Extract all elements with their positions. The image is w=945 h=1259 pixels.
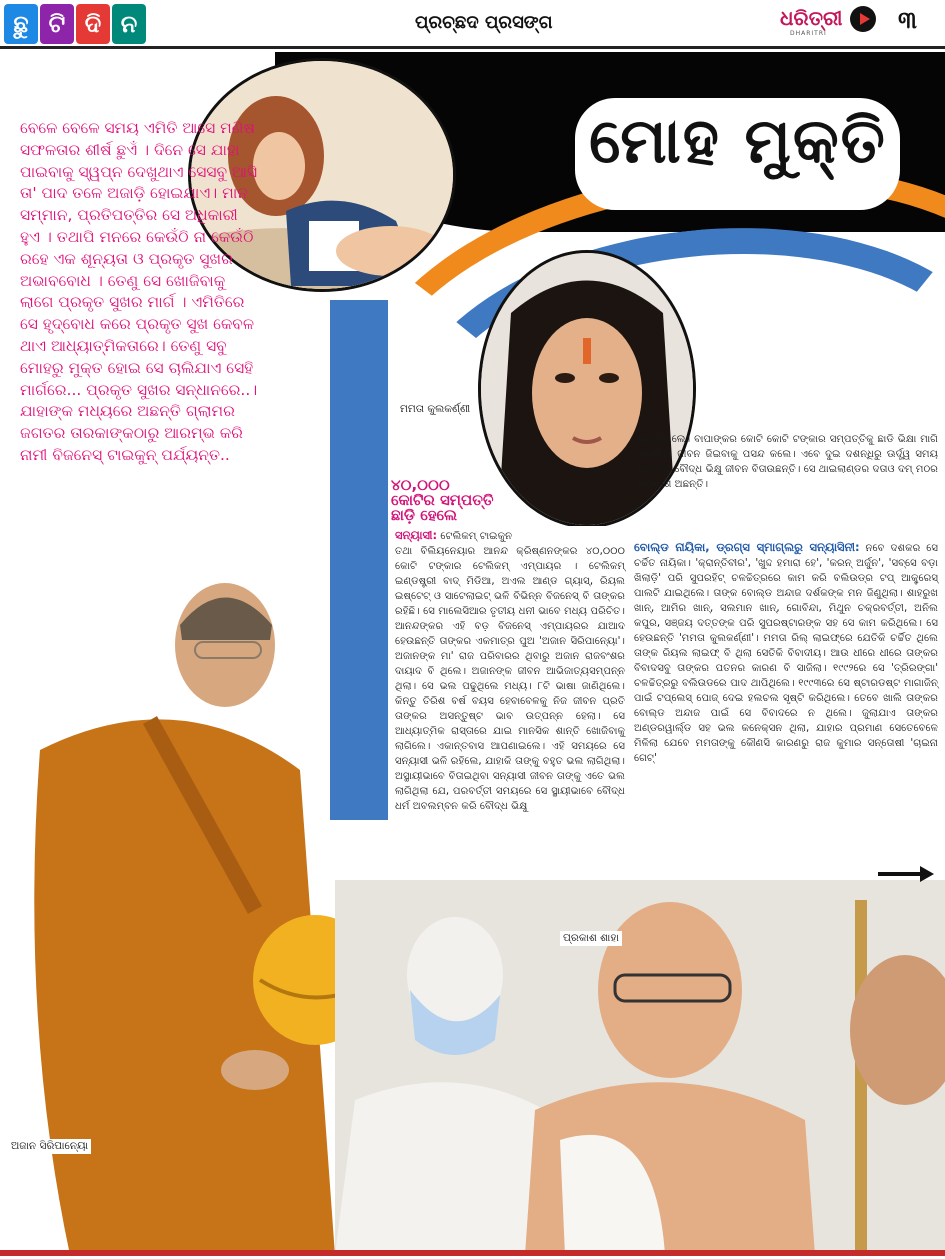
- story1-subhead-line-2: କୋଟିର ସମ୍ପତ୍ତି: [391, 491, 494, 509]
- story2-text: ନବେ ଦଶକର ସେ ଚର୍ଚ୍ଚିତ ନାୟିକା। 'କ୍ରାନ୍ତିବୀର', 'ଖୁଦ୍ଦ ହମାରା ହେ', 'କରନ୍ ଅର୍ଜୁନ', 'ସବ୍‌ସେ ବଡ଼ା ଖିଲାଡ଼ି' ପରି ସୁପରହିଟ୍ ଚଳଚ୍ଚିତ୍ରରେ କାମ କରି ବଲିଉଡ୍‌ର ଟପ୍ ଆକ୍ଟ୍ରେସ୍ ପାଲଟି ଯାଇଥିଲେ। ତାଙ୍କ ବୋଲ୍ଡ ଅନ୍ଦାଜ ଦର୍ଶକଙ୍କ ମନ ଜିଣୁଥିଲା। ଶାହରୁଖ ଖାନ୍, ଆମିର ଖାନ୍, ସଲମାନ ଖାନ୍, ଗୋବିନ୍ଦା, ମିଥୁନ ଚକ୍ରବର୍ତ୍ତୀ, ଅନିଲ କପୁର, ସଞ୍ଜୟ ଦତ୍ତଙ୍କ ପରି ସୁପରଷ୍ଟାରଙ୍କ ସହ ସେ କାମ କରିଥିଲେ। ସେ ହେଉଛନ୍ତି 'ମମତା କୁଲକର୍ଣ୍ଣୀ'। ମମତା ରିଲ୍ ଲାଇଫ୍‌ରେ ଯେତିକି ଚର୍ଚ୍ଚିତ ଥିଲେ ତାଙ୍କ ରିୟଲ ଲାଇଫ୍ ବି ଥିଲା ସେତିକି ବିବାଦୀୟ। ଆଉ ଧୀରେ ଧୀରେ ତାଙ୍କର ବିବାଦସବୁ ତାଙ୍କର ପତନର କାରଣ ବି ସାଜିଲା। ୧୯୯୨ରେ ସେ 'ତ୍ରିରଙ୍ଗା' ଚଳଚ୍ଚିତ୍ରରୁ ବଲିଉଡରେ ପାଦ ଥାପିଥିଲେ। ୧୯୯୩ରେ ସେ ଷ୍ଟାରଡଷ୍ଟ ମାଗାଜିନ୍ ପାଇଁ ଟପ୍‌ଲେସ୍ ପୋଜ୍ ଦେଇ ହଲଚଲ ସୃଷ୍ଟି କରିଥିଲେ। ତେବେ ଖାଲି ତାଙ୍କର ବୋଲ୍ଡ ଅନ୍ଦାଜ ପାଇଁ ସେ ବିବାଦରେ ନ ଥିଲେ। ଜୁଲାଯାଏ ତାଙ୍କର ଅଣ୍ଡରୱାର୍ଲ୍ଡ ସହ ଭଲ କନେକ୍ସନ ଥିଲା, ଯାହାର ପ୍ରମାଣ ସେତେବେଳେ ମିଳିଲା ଯେବେ ମମତାଙ୍କୁ କୌଣସି କାରଣରୁ ରାଜ କୁମାର ସନ୍ତୋଷୀ 'ଚାଇନା ଗେଟ୍': [634, 543, 938, 764]
- story1-first-text: ଟେଲିକମ୍ ଟାଇକୁନ: [437, 531, 513, 542]
- intro-paragraph: ବେଳେ ବେଳେ ସମୟ ଏମିତି ଆସେ ମଣିଷ ସଫଳତାର ଶୀର୍ଷ ଛୁଏଁ । ଦିନେ ସେ ଯାହା ପାଇବାକୁ ସ୍ୱପ୍ନ ଦେଖୁଥାଏ ସେସବୁ ଆସି ତା' ପାଦ ତଳେ ଅଜାଡ଼ି ହୋଇଯାଏ। ମାନ ସମ୍ମାନ, ପ୍ରତିପତ୍ତିର ସେ ଅଧିକାରୀ ହୁଏ । ତଥାପି ମନରେ କେଉଁଠି ନା କେଉଁଠି ରହେ ଏକ ଶୂନ୍ୟତା ଓ ପ୍ରକୃତ ସୁଖର ଅଭାବବୋଧ । ତେଣୁ ସେ ଖୋଜିବାକୁ ଲାଗେ ପ୍ରକୃତ ସୁଖର ମାର୍ଗ । ଏମିତିରେ ସେ ହୃଦ୍‌ବୋଧ କରେ ପ୍ରକୃତ ସୁଖ କେବଳ ଥାଏ ଆଧ୍ୟାତ୍ମିକତାରେ। ତେଣୁ ସବୁ ମୋହରୁ ମୁକ୍ତ ହୋଇ ସେ ଚାଲିଯାଏ ସେହି ମାର୍ଗରେ... ପ୍ରକୃତ ସୁଖର ସନ୍ଧାନରେ..। ଯାହାଙ୍କ ମଧ୍ୟରେ ଅଛନ୍ତି ଗ୍ଲାମର ଜଗତର ତାରକାଙ୍କଠାରୁ ଆରମ୍ଭ କରି ନାମୀ ବିଜନେସ୍ ଟାଇକୁନ୍ ପର୍ଯ୍ୟନ୍ତ..: [20, 119, 258, 464]
- brand-tile-2: ଟି: [40, 4, 74, 44]
- paper-logo: ଧରିତ୍ରୀ: [780, 6, 843, 30]
- section-title: ପ୍ରଚ୍ଛଦ ପ୍ରସଙ୍ଗ: [415, 12, 553, 33]
- story1-first-line: [395, 528, 625, 544]
- caption-prakash: ପ୍ରକାଶ ଶାହା: [560, 931, 622, 946]
- story1-text: ତଥା ବିଲିୟନେୟାର ଆନନ୍ଦ କ୍ରିଷ୍ଣନଙ୍କର ୪୦,୦୦୦ କୋଟି ଟଙ୍କାର ଟେଲିକମ୍ ଏମ୍ପାୟର । ଟେଲିକମ୍ ଇଣ୍ଡଷ୍ଟ୍ରୀ ବାଦ୍ ମିଡିଆ, ଅଏଲ ଆଣ୍ଡ ଗ୍ୟାସ୍, ରିୟଲ ଇଷ୍ଟେଟ୍ ଓ ସାଟେଲାଇଟ୍ ଭଳି ବିଭିନ୍ନ ବିଜନେସ୍ ବି ତାଙ୍କର ରହିଛି। ସେ ମାଲେସିଆର ତୃତୀୟ ଧନୀ ଭାବେ ମଧ୍ୟ ପରିଚିତ। ଆନନ୍ଦଙ୍କର ଏହି ବଡ଼ ବିଜନେସ୍ ଏମ୍ପାୟରର ଯାଆଦ ହେଉଛନ୍ତି ତାଙ୍କର ଏକମାତ୍ର ପୁଅ 'ଅଜାନ ସିରିପାନ୍ୟୋ'। ଅଜାନଙ୍କ ମା' ରାଜ ପରିବାରର ଥିବାରୁ ଅଜାନ ରାଜବଂଶର ଦାୟାଦ ବି ଥିଲେ। ଅଜାନଙ୍କ ଜୀବନ ଆଭିଜାତ୍ୟସମ୍ପନ୍ନ ଥିଲା। ସେ ଭଲ ପଢୁଥିଲେ ମଧ୍ୟ। ୮ଟି ଭାଷା ଜାଣିଥିଲେ। କିନ୍ତୁ ତିରିଶ ବର୍ଷ ବୟସ ହେବାବେଳକୁ ନିଜ ଜୀବନ ପ୍ରତି ତାଙ୍କର ଅସନ୍ତୁଷ୍ଟ ଭାବ ଉତ୍ପନ୍ନ ହେଲା। ସେ ଆଧ୍ୟାତ୍ମିକ ରାସ୍ତାରେ ଯାଇ ମାନସିକ ଶାନ୍ତି ଖୋଜିବାକୁ ଲାଗିଲେ। ଏକାନ୍ତବାସ ଆପଣାଇଲେ। ଏହି ସମୟରେ ସେ ସନ୍ୟାସୀ ଭଳି ରହିଲେ, ଯାହାକି ତାଙ୍କୁ ବହୁତ ଭଲ ଲାଗିଥିଲା। ଅସ୍ଥାୟୀଭାବେ ବିତାଇଥିବା ସନ୍ୟାସୀ ଜୀବନ ତାଙ୍କୁ ଏତେ ଭଲ ଲାଗିଥିଲା ଯେ, ପରବର୍ତ୍ତୀ ସମୟରେ ସେ ସ୍ଥାୟୀଭାବେ ବୌଦ୍ଧ ଧର୍ମ ଅବଲମ୍ବନ କରି ବୌଦ୍ଧ ଭିକ୍ଷୁ: [395, 546, 625, 812]
- paper-logo-sub: DHARITRI: [790, 30, 827, 37]
- play-triangle-icon: [860, 13, 870, 25]
- continue-arrow-head-icon: [920, 866, 934, 882]
- story1-continuation: ପାଲଟିଗଲେ। ବାପାଙ୍କର କୋଟି କୋଟି ଟଙ୍କାର ସମ୍ପତ୍ତିକୁ ଛାଡି ଭିକ୍ଷା ମାଗି ସାଦାସିଧା ଜୀବନ ଜିଇବାକୁ ପସନ୍ଦ କଲେ। ଏବେ ଦୁଇ ଦଶନ୍ଧିରୁ ଊର୍ଦ୍ଧ୍ୱ ସମୟ ହେବ ସେ ବୌଦ୍ଧ ଭିକ୍ଷୁ ଜୀବନ ବିତାଉଛନ୍ତି। ସେ ଥାଇଲାଣ୍ଡର ଦତାଓ ଦମ୍ ମଠର ମଠାଧୀଶ ଅଛନ୍ତି।: [638, 434, 938, 490]
- brand-tile-4: ନ: [112, 4, 146, 44]
- story1-lead: ସନ୍ୟାସୀ:: [395, 528, 438, 542]
- brand-tile-1: ଛୁ: [4, 4, 38, 44]
- story2-body: [634, 540, 938, 766]
- bottom-strip: [0, 1250, 945, 1256]
- story2-lead: ବୋଲ୍ଡ ନାୟିକା, ଡ୍ରଗ୍ସ ସ୍ମାଗ୍‌ଲରୁ ସନ୍ୟାସିନୀ:: [634, 540, 860, 554]
- page-number: ୩: [898, 6, 917, 34]
- brand-tile-3: ଦି: [76, 4, 110, 44]
- story1-body: [391, 526, 629, 816]
- story1-subhead: [391, 478, 494, 523]
- caption-mamta: ମମତା କୁଲକର୍ଣ୍ଣୀ: [397, 402, 473, 417]
- headline: ମୋହ ମୁକ୍ତି: [589, 104, 887, 177]
- ceremony-photo-illustration: [335, 880, 945, 1255]
- ceremony-photo: [335, 880, 945, 1255]
- story1-subhead-line-1: ୪୦,୦୦୦: [391, 476, 450, 494]
- header-rule: [0, 46, 945, 49]
- caption-ajahn: ଅଜାନ ସିରିପାନ୍ୟୋ: [8, 1139, 91, 1154]
- story1-subhead-line-3: ଛାଡ଼ି ହେଲେ: [391, 506, 458, 524]
